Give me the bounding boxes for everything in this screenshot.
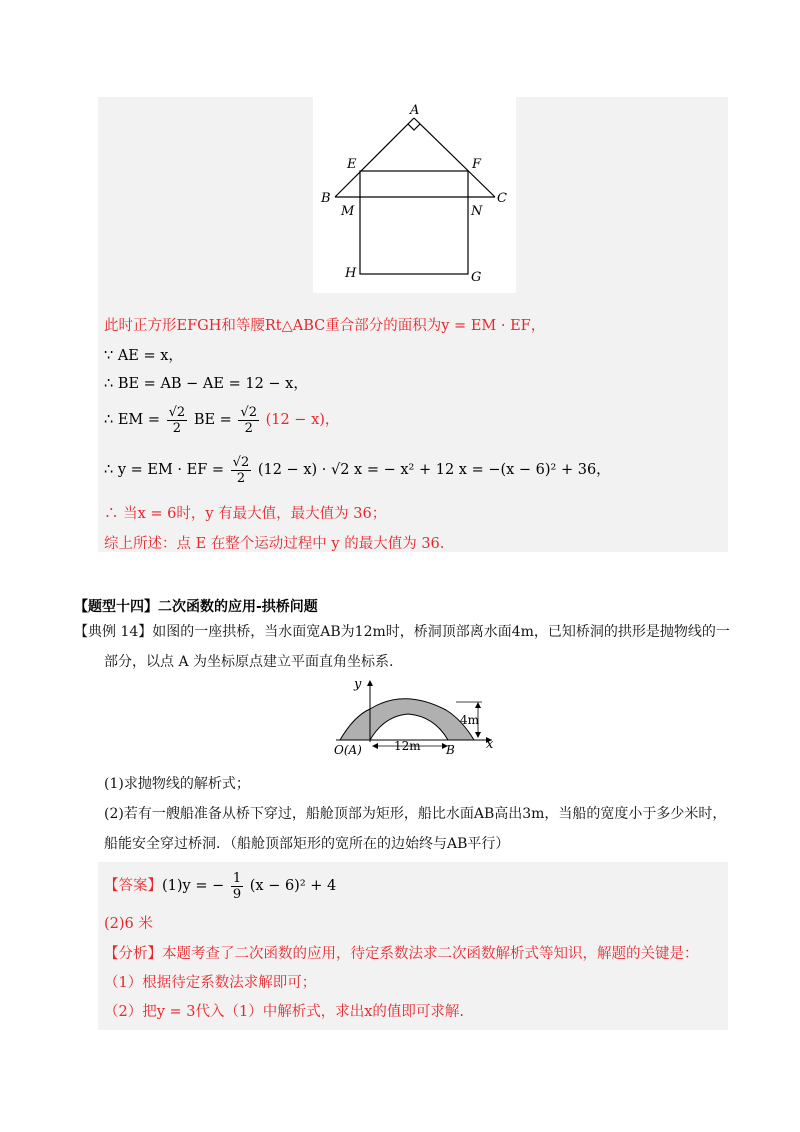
frac-numerator: √2	[168, 404, 186, 420]
fraction-sqrt2-over-2-b	[238, 405, 259, 436]
solution-line-7: 综上所述：点 E 在整个运动过程中 y 的最大值为 36.	[104, 536, 445, 552]
solution-line-2: ∵ AE = x，	[104, 348, 183, 364]
label-E: E	[347, 157, 357, 172]
frac-denominator: 2	[244, 420, 253, 436]
line5-part-a: ∴ y = EM · EF =	[104, 462, 225, 478]
fraction-sqrt2-over-2	[167, 405, 188, 436]
fraction-one-ninth	[231, 871, 243, 902]
frac-numerator: √2	[240, 404, 257, 420]
label-G: G	[471, 270, 482, 285]
label-M: M	[341, 204, 355, 219]
analysis-line: 【分析】本题考查了二次函数的应用，待定系数法求二次函数解析式等知识，解题的关键是：	[104, 946, 699, 962]
solution-line-1: 此时正方形EFGH和等腰Rt△ABC重合部分的面积为y = EM · EF，	[104, 318, 546, 334]
fraction-sqrt2-over-2-c	[231, 455, 252, 486]
question-intro-line-1: 【典例 14】如图的一座拱桥，当水面宽AB为12m时，桥洞顶部离水面4m，已知桥洞的拱形是抛物线的一	[74, 624, 730, 640]
analysis-line-2: （2）把y = 3代入（1）中解析式，求出x的值即可求解.	[104, 1004, 465, 1020]
question-part-2-line-2: 船能安全穿过桥洞．（船舱顶部矩形的宽所在的边始终与AB平行）	[104, 836, 510, 852]
axis-label-x: x	[486, 737, 494, 752]
frac-denominator: 2	[172, 420, 182, 436]
question-part-1: (1)求抛物线的解析式；	[104, 776, 250, 792]
question-intro-line-2: 部分，以点 A 为坐标原点建立平面直角坐标系.	[104, 654, 394, 670]
label-B: B	[321, 191, 331, 206]
width-label: 12m	[394, 739, 421, 753]
origin-label: O(A)	[334, 743, 362, 757]
line4-part-c: (12 − x)，	[265, 412, 340, 428]
section-heading: 【题型十四】二次函数的应用-拱桥问题	[74, 599, 318, 615]
answer-tag: 【答案】	[104, 878, 162, 894]
solution-line-5	[104, 452, 611, 488]
bridge-figure	[328, 676, 500, 758]
label-N: N	[471, 204, 483, 219]
height-label: 4m	[460, 713, 480, 727]
axis-label-y: y	[354, 677, 362, 692]
answer1-part-b: (x − 6)² + 4	[249, 878, 337, 894]
label-A: A	[410, 103, 420, 118]
question-part-2-line-1: (2)若有一艘船准备从桥下穿过，船舱顶部为矩形，船比水面AB高出3m，当船的宽度小于多少米时，	[104, 806, 727, 822]
solution-line-3: ∴ BE = AB − AE = 12 − x，	[104, 376, 308, 392]
line4-part-b: BE =	[193, 412, 232, 428]
analysis-line-1: （1）根据待定系数法求解即可；	[104, 975, 317, 991]
label-F: F	[472, 157, 482, 172]
frac-denominator: 2	[236, 470, 246, 486]
frac-numerator: √2	[232, 454, 250, 470]
geometry-figure	[313, 97, 516, 293]
solution-line-6: ∴ 当x = 6时，y 有最大值，最大值为 36；	[104, 506, 387, 522]
label-H: H	[345, 266, 357, 281]
frac-numerator: 1	[232, 870, 242, 886]
solution-line-4	[104, 402, 339, 438]
answer1-part-a: (1)y = −	[162, 878, 225, 894]
frac-denominator: 9	[232, 886, 242, 902]
point-B-label: B	[446, 743, 455, 757]
line5-part-b: (12 − x) · √2 x = − x² + 12 x = −(x − 6)² + 36，	[257, 462, 611, 478]
answer-line-2: (2)6 米	[104, 916, 153, 932]
line4-part-a: ∴ EM =	[104, 412, 161, 428]
answer-line-1	[104, 868, 336, 904]
label-C: C	[497, 191, 507, 206]
